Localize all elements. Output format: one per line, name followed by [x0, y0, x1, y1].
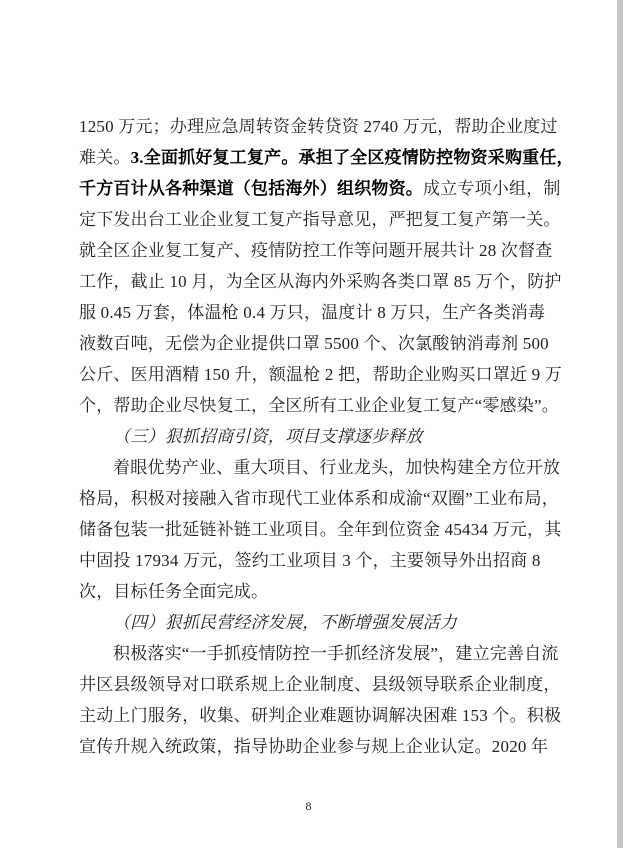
text-line — [79, 700, 562, 731]
text-segment: 次，目标任务全面完成。 — [79, 582, 269, 601]
text-line — [79, 545, 547, 576]
text-line — [79, 235, 553, 266]
text-line — [79, 204, 561, 235]
text-segment: 千方百计从各种渠道（包括海外）组织物资。 — [79, 179, 423, 198]
text-segment: 1250 万元；办理应急周转资金转贷资 2740 万元，帮助企业度过 — [79, 117, 558, 136]
text-segment: 就全区企业复工复产、疫情防控工作等问题开展共计 28 次督查 — [79, 241, 553, 260]
text-segment: 宣传升规入统政策，指导协助企业参与规上企业认定。2020 年 — [79, 737, 549, 756]
text-segment: 服 0.45 万套，体温枪 0.4 万只，温度计 8 万只，生产各类消毒 — [79, 303, 546, 322]
text-line — [79, 266, 562, 297]
text-segment: 中固投 17934 万元，签约工业项目 3 个，主要领导外出招商 8 — [79, 551, 541, 570]
text-segment: 成立专项小组，制 — [423, 179, 561, 198]
text-segment: 格局，积极对接融入省市现代工业体系和成渝“双圈”工业布局， — [79, 489, 559, 508]
text-segment: 井区县级领导对口联系规上企业制度、县级领导联系企业制度， — [79, 675, 561, 694]
text-line — [79, 142, 574, 173]
section-heading — [79, 421, 547, 452]
text-line — [79, 452, 561, 483]
section-heading — [79, 607, 547, 638]
text-segment: 液数百吨，无偿为企业提供口罩 5500 个、次氯酸钠消毒剂 500 — [79, 334, 549, 353]
text-line — [79, 390, 559, 421]
text-segment: 定下发出台工业企业复工复产指导意见，严把复工复产第一关。 — [79, 210, 561, 229]
text-line — [79, 638, 559, 669]
text-segment: 难关。 — [79, 148, 131, 167]
text-line — [79, 731, 547, 762]
text-segment: 着眼优势产业、重大项目、行业龙头，加快构建全方位开放 — [113, 458, 561, 477]
text-line — [79, 514, 562, 545]
text-line — [79, 111, 558, 142]
text-line — [79, 576, 547, 607]
text-line — [79, 483, 559, 514]
text-segment: 主动上门服务，收集、研判企业难题协调解决困难 153 个。积极 — [79, 706, 562, 725]
document-body — [79, 111, 574, 762]
text-line — [79, 359, 562, 390]
text-segment: 公斤、医用酒精 150 升，额温枪 2 把，帮助企业购买口罩近 9 万 — [79, 365, 562, 384]
text-segment: 个，帮助企业尽快复工，全区所有工业企业复工复产“零感染”。 — [79, 396, 559, 415]
text-segment: 工作，截止 10 月，为全区从海内外采购各类口罩 85 万个，防护 — [79, 272, 562, 291]
text-segment: （四）狠抓民营经济发展，不断增强发展活力 — [113, 613, 457, 632]
text-segment: 3.全面抓好复工复产。承担了全区疫情防控物资采购重任， — [130, 148, 574, 167]
text-segment: 储备包装一批延链补链工业项目。全年到位资金 45434 万元，其 — [79, 520, 562, 539]
text-segment: （三）狠抓招商引资，项目支撑逐步释放 — [113, 427, 423, 446]
text-segment: 积极落实“一手抓疫情防控一手抓经济发展”，建立完善自流 — [113, 644, 559, 663]
text-line — [79, 328, 547, 359]
viewport-edge-strip — [617, 0, 623, 848]
text-line — [79, 669, 561, 700]
text-line — [79, 173, 561, 204]
page-number: 8 — [305, 799, 312, 813]
text-line — [79, 297, 547, 328]
